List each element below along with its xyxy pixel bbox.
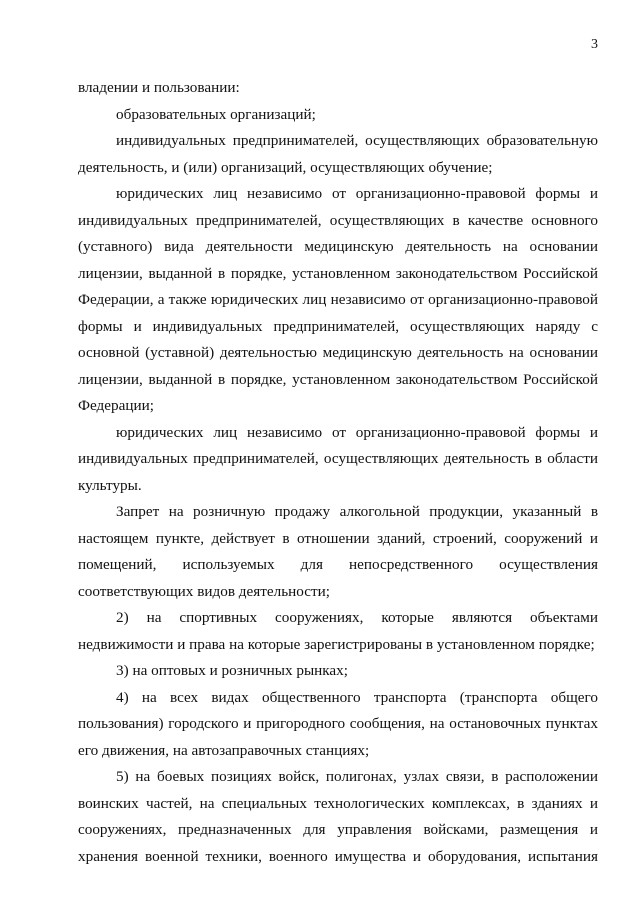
paragraph-sale-ban: Запрет на розничную продажу алкогольной продукции, указанный в настоящем пункте, действует в отношении зданий, строений, сооружений и помещений, используемых для непосредственного осуществления соответствующих видов деятельности; — [78, 503, 598, 600]
page-number: 3 — [591, 37, 598, 52]
paragraph-individual-entrepreneurs: индивидуальных предпринимателей, осуществляющих образовательную деятельность, и (или) организаций, осуществляющих обучение; — [78, 132, 598, 176]
paragraph-culture-entities: юридических лиц независимо от организационно-правовой формы и индивидуальных предпринимателей, осуществляющих деятельность в области культуры. — [78, 423, 598, 494]
document-body — [78, 75, 598, 870]
paragraph-educational-organizations: образовательных организаций; — [116, 105, 316, 123]
paragraph-item-4-transport: 4) на всех видах общественного транспорта (транспорта общего пользования) городского и пригородного сообщения, на остановочных пунктах его движения, на автозаправочных станциях; — [78, 688, 598, 759]
paragraph-continuation: владении и пользовании: — [78, 79, 240, 96]
paragraph-medical-entities: юридических лиц независимо от организационно-правовой формы и индивидуальных предпринимателей, осуществляющих в качестве основного (уставного) вида деятельности медицинскую деятельность на основании лицензии, выданной в порядке, установленном законодательством Российской Федерации, а также юридических лиц независимо от организационно-правовой формы и индивидуальных предпринимателей, осуществляющих наряду с основной (уставной) деятельностью медицинскую деятельность на основании лицензии, выданной в порядке, установленном законодательством Российской Федерации; — [78, 185, 598, 414]
paragraph-item-3-markets: 3) на оптовых и розничных рынках; — [116, 662, 348, 679]
paragraph-item-5-military: 5) на боевых позициях войск, полигонах, узлах связи, в расположении воинских частей, на специальных технологических комплексах, в зданиях и сооружениях, предназначенных для управления войсками, размещения и хранения военной техники, военного имущества и оборудования, испытания — [78, 768, 598, 865]
paragraph-item-2-sports: 2) на спортивных сооружениях, которые являются объектами недвижимости и права на которые зарегистрированы в установленном порядке; — [78, 609, 598, 653]
